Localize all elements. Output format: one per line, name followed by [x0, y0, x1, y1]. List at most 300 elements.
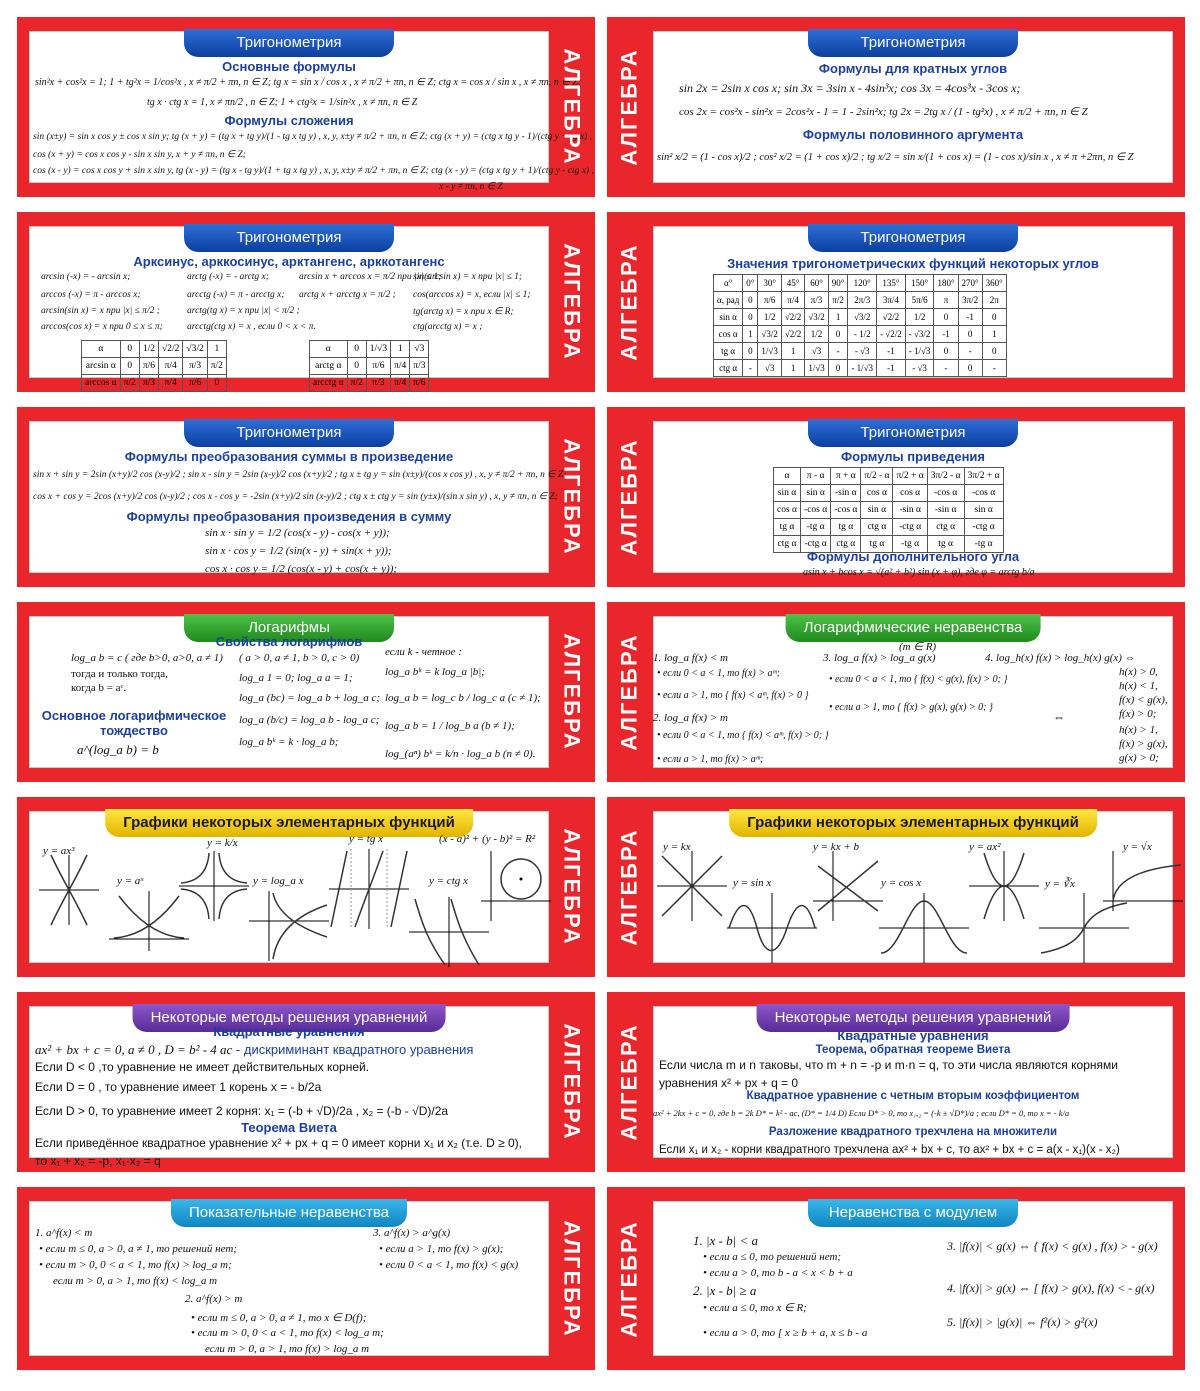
table-cell: 1: [982, 326, 1006, 343]
table-cell: 0: [982, 309, 1006, 326]
table-cell: π/2 - α: [861, 468, 893, 485]
table-cell: -1: [877, 360, 906, 377]
table-cell: - √3/2: [905, 326, 934, 343]
formula-line: • если a > 1, то f(x) > aᵐ;: [657, 754, 764, 765]
side-label: АЛГЕБРА: [560, 1023, 585, 1141]
table-cell: arctg α: [310, 358, 348, 375]
formula-line: g(x) > 0;: [1119, 752, 1159, 764]
formula-line: • если a ≤ 0, то x ∈ R;: [703, 1302, 807, 1314]
table-cell: 1/2: [905, 309, 934, 326]
side-label: АЛГЕБРА: [617, 828, 642, 946]
formula-line: • если a > 1, то { f(x) < aᵐ, f(x) > 0 }: [657, 690, 809, 701]
table-cell: √3/2: [805, 309, 828, 326]
formula-line: 1. |x - b| < a: [693, 1233, 759, 1248]
formula-line: • если 0 < a < 1, то f(x) < g(x): [379, 1259, 519, 1271]
table-cell: -tg α: [801, 519, 831, 536]
table-cell: √3/2: [848, 309, 877, 326]
table-cell: tg α: [774, 519, 801, 536]
table-cell: sin α: [801, 485, 831, 502]
table-cell: -: [982, 360, 1006, 377]
table-row: [82, 375, 227, 392]
table-cell: ctg α: [861, 519, 893, 536]
table-cell: 1: [781, 343, 804, 360]
table-cell: π/4: [781, 292, 804, 309]
side-label: АЛГЕБРА: [617, 633, 642, 751]
table-cell: 150°: [905, 275, 934, 292]
table-cell: π/2: [828, 292, 848, 309]
formula-line: log_a 1 = 0; log_a a = 1;: [239, 672, 353, 684]
table-cell: sin α: [714, 309, 743, 326]
side-label: АЛГЕБРА: [617, 1219, 642, 1338]
formula-cell: arcctg(ctg x) = x , если 0 < x < π.: [187, 322, 316, 332]
card-panel: [653, 1201, 1173, 1356]
side-label: АЛГЕБРА: [560, 1219, 585, 1338]
text-line: Если D = 0 , то уравнение имеет 1 корень x = - b/2a: [35, 1080, 322, 1094]
linear-graph: [657, 851, 727, 921]
table-cell: -ctg α: [893, 519, 927, 536]
table-row: [82, 341, 227, 358]
table-cell: 1/√3: [366, 341, 390, 358]
text-line: Если приведённое квадратное уравнение x² + px + q = 0 имеет корни x₁ и x₂ (т.е. D ≥ 0),: [35, 1136, 523, 1150]
table-cell: π/3: [805, 292, 828, 309]
table-cell: 90°: [828, 275, 848, 292]
card-equations-2: [607, 992, 1185, 1172]
formula-line: ( a > 0, a ≠ 1, b > 0, c > 0): [239, 652, 360, 664]
text-line: Если x₁ и x₂ - корни квадратного трехчлена ax² + bx + c, то ax² + bx + c = a(x - x₁)(x - x₂): [659, 1144, 1120, 1156]
table-cell: 360°: [982, 275, 1006, 292]
table-cell: -1: [934, 326, 958, 343]
formula-cell: arctg x + arcctg x = π/2 ;: [299, 290, 396, 300]
card-tab-title: Логарифмические неравенства: [786, 614, 1041, 642]
sine-graph: [727, 893, 817, 963]
card-equations-1: [17, 992, 595, 1172]
table-cell: 1: [391, 341, 410, 358]
card-tab-title: Тригонометрия: [808, 224, 1018, 252]
table-cell: cos α: [714, 326, 743, 343]
formula-line: log_a bᵏ = k · log_a b;: [239, 736, 339, 748]
table-cell: ctg α: [831, 536, 861, 553]
formula-line: • если m ≤ 0, a > 0, a ≠ 1, то решений нет;: [39, 1243, 237, 1255]
formula-line: • если 0 < a < 1, то { f(x) < aᵐ, f(x) > 0; }: [657, 730, 829, 741]
table-cell: π/6: [139, 358, 158, 375]
table-cell: 2π/3: [848, 292, 877, 309]
formula-line: sin 2x = 2sin x cos x; sin 3x = 3sin x - 4sin³x; cos 3x = 4cos³x - 3cos x;: [679, 81, 1021, 95]
table-cell: arccos α: [82, 375, 121, 392]
table-cell: -tg α: [893, 536, 927, 553]
formula-line: если m > 0, a > 1, то f(x) < log_a m: [53, 1275, 218, 1287]
formula-cell: ctg(arcctg x) = x ;: [413, 322, 483, 332]
formula-line: h(x) > 0,: [1119, 666, 1158, 678]
formula-line: 4. |f(x)| > g(x) ⇔ [ f(x) > g(x), f(x) < - g(x): [947, 1281, 1155, 1295]
table-cell: -: [958, 343, 982, 360]
card-tab-title: Графики некоторых элементарных функций: [105, 809, 473, 837]
side-label: АЛГЕБРА: [617, 243, 642, 361]
table-cell: √2/2: [877, 309, 906, 326]
tangent-graph: [329, 849, 409, 929]
table-cell: 5π/6: [905, 292, 934, 309]
table-cell: 0: [743, 292, 758, 309]
formula-line: • если a > 0, то [ x ≥ b + a, x ≤ b - a: [703, 1327, 868, 1339]
formula-line: sin x · sin y = 1/2 (cos(x - y) - cos(x + y));: [205, 527, 390, 539]
table-cell: -ctg α: [964, 519, 1003, 536]
table-row: [774, 485, 1004, 502]
table-cell: α: [82, 341, 121, 358]
table-cell: arcctg α: [310, 375, 348, 392]
formula-line: cos 2x = cos²x - sin²x = 2cos²x - 1 = 1 - 2sin²x; tg 2x = 2tg x / (1 - tg²x) , x ≠ π/2 + πn, n ∈ Z: [679, 106, 1088, 118]
table-cell: 45°: [781, 275, 804, 292]
card-tab-title: Некоторые методы решения уравнений: [133, 1004, 446, 1032]
table-cell: 0: [743, 309, 758, 326]
formula-line: f(x) > g(x),: [1119, 738, 1168, 750]
graph-label: y = ax³: [43, 845, 75, 857]
table-cell: cos α: [893, 485, 927, 502]
table-cell: √2/2: [781, 326, 804, 343]
card-tab-title: Тригонометрия: [184, 29, 394, 57]
section-heading: Теорема, обратная теореме Виета: [815, 1044, 1011, 1056]
table-cell: 1/2: [758, 309, 781, 326]
table-cell: ctg α: [927, 519, 964, 536]
table-cell: π/4: [391, 375, 410, 392]
formula-line: cos x · cos y = 1/2 (cos(x - y) + cos(x + y));: [205, 563, 398, 575]
card-panel: [653, 31, 1173, 183]
table-cell: √2/2: [159, 341, 183, 358]
table-cell: 60°: [805, 275, 828, 292]
formula-line: sin² x/2 = (1 - cos x)/2 ; cos² x/2 = (1 + cos x)/2 ; tg x/2 = sin x/(1 + cos x) = (1 - cos x)/sin x , x ≠ π +2πn, n ∈ Z: [657, 152, 1134, 163]
formula-line: h(x) > 1,: [1119, 724, 1158, 736]
card-panel: [653, 421, 1173, 578]
card-tab-title: Некоторые методы решения уравнений: [757, 1004, 1070, 1032]
table-cell: 1: [743, 326, 758, 343]
card-modulus-inequalities: [607, 1187, 1185, 1370]
table-cell: π: [934, 292, 958, 309]
formula-line: 2. |x - b| ≥ a: [693, 1283, 757, 1298]
parabola-graph: [969, 851, 1039, 921]
formula-line: sin²x + cos²x = 1; 1 + tg²x = 1/cos²x , x ≠ π/2 + πn, n ∈ Z; tg x = sin x / cos x , x ≠ π/2 + πn, n ∈ Z; ctg x = cos x / sin x , x ≠ πn, n ∈ Z;: [35, 77, 582, 88]
card-graphs-1: [17, 797, 595, 977]
table-cell: ctg α: [774, 536, 801, 553]
formula-line: если m > 0, a > 1, то f(x) > log_a m: [205, 1343, 370, 1355]
table-cell: sin α: [964, 502, 1003, 519]
table-cell: √3: [805, 343, 828, 360]
table-cell: - √3: [848, 343, 877, 360]
table-cell: π + α: [831, 468, 861, 485]
text-line: тогда и только тогда,: [71, 668, 168, 680]
graph-label: y = kx: [663, 841, 691, 853]
table-cell: π/6: [758, 292, 781, 309]
graph-label: y = tg x: [349, 833, 383, 845]
table-cell: -1: [958, 309, 982, 326]
card-logarithms: [17, 602, 595, 782]
table-row: [82, 358, 227, 375]
formula-cell: cos(arccos x) = x, если |x| ≤ 1;: [413, 290, 531, 300]
table-cell: 30°: [758, 275, 781, 292]
formula-line: sin x · cos y = 1/2 (sin(x - y) + sin(x + y));: [205, 545, 392, 557]
formula-line: • если m ≤ 0, a > 0, a ≠ 1, то x ∈ D(f);: [191, 1312, 367, 1324]
card-panel: [653, 1006, 1173, 1158]
formula-line: log_a b = 1 / log_b a (b ≠ 1);: [385, 720, 515, 732]
card-log-inequalities: [607, 602, 1185, 782]
card-panel: [29, 1201, 549, 1356]
formula-line: • если a > 1, то { f(x) > g(x), g(x) > 0; }: [829, 702, 993, 713]
table-cell: ctg α: [714, 360, 743, 377]
table-cell: 0: [934, 309, 958, 326]
table-cell: 0: [828, 326, 848, 343]
formula-line: log_a b = log_c b / log_c a (c ≠ 1);: [385, 692, 541, 704]
table-cell: -ctg α: [801, 536, 831, 553]
formula-cell: arctg(tg x) = x при |x| < π/2 ;: [187, 306, 300, 316]
formula-line: (m ∈ R): [899, 641, 937, 653]
graph-label: y = ctg x: [429, 875, 468, 887]
section-heading: Разложение квадратного трехчлена на множители: [768, 1126, 1058, 1138]
table-cell: 2π: [982, 292, 1006, 309]
side-label: АЛГЕБРА: [560, 633, 585, 751]
table-cell: 0°: [743, 275, 758, 292]
table-cell: π/2: [207, 358, 226, 375]
card-panel: [653, 811, 1173, 963]
graph-label: y = √x: [1123, 841, 1152, 853]
table-row: [310, 375, 429, 392]
discriminant-caption: - дискриминант квадратного уравнения: [232, 1042, 474, 1057]
section-heading: Свойства логарифмов: [215, 634, 363, 649]
table-cell: π/6: [366, 358, 390, 375]
table-cell: 0: [958, 360, 982, 377]
card-tab-title: Неравенства с модулем: [808, 1199, 1018, 1227]
side-label: АЛГЕБРА: [617, 48, 642, 166]
table-cell: 3π/2 + α: [964, 468, 1003, 485]
table-cell: -sin α: [893, 502, 927, 519]
formula-line: • если a > 1, то f(x) > g(x);: [379, 1243, 504, 1255]
table-cell: - 1/√3: [848, 360, 877, 377]
table-cell: √2/2: [781, 309, 804, 326]
formula-line: • если m > 0, 0 < a < 1, то f(x) < log_a m;: [191, 1327, 384, 1339]
side-label: АЛГЕБРА: [617, 1023, 642, 1141]
table-cell: sin α: [861, 502, 893, 519]
table-cell: -: [828, 343, 848, 360]
table-row: [310, 341, 429, 358]
table-cell: 1: [207, 341, 226, 358]
formula-line: f(x) > 0;: [1119, 708, 1157, 720]
table-cell: cos α: [774, 502, 801, 519]
formula-line: 1. log_a f(x) < m: [653, 652, 728, 664]
card-panel: [29, 226, 549, 388]
table-cell: 1/√3: [758, 343, 781, 360]
table-cell: - 1/√3: [905, 343, 934, 360]
equivalence-sign: ⇔: [1053, 710, 1065, 724]
formula-line: 3. |f(x)| < g(x) ⇔ { f(x) < g(x) , f(x) > - g(x): [947, 1239, 1158, 1253]
formula-line: cos (x - y) = cos x cos y + sin x sin y, tg (x - y) = (tg x - tg y)/(1 + tg x tg y) , x, y, x±y ≠ π/2 + πn, n ∈ Z; ctg (x - y) = (ctg x tg y + 1)/(ctg y - ctg x) ,: [33, 166, 594, 176]
formula-line: • если 0 < a < 1, то f(x) > aᵐ;: [657, 668, 780, 679]
section-heading: Арксинус, арккосинус, арктангенс, арккотангенс: [133, 254, 445, 269]
hyperbola-graph: [179, 851, 249, 921]
graph-label: y = ∛x: [1045, 878, 1075, 890]
formula-cell: arccos (-x) = π - arccos x;: [41, 290, 141, 300]
text-line: когда b = aᶜ.: [71, 682, 127, 694]
table-cell: π/2 + α: [893, 468, 927, 485]
table-row: [774, 502, 1004, 519]
formula-cell: arctg (-x) = - arctg x;: [187, 272, 269, 282]
table-cell: tg α: [861, 536, 893, 553]
table-cell: 0: [743, 343, 758, 360]
formula-cell: sin(arcsin x) = x при |x| ≤ 1;: [413, 272, 523, 282]
formula-line: [35, 1042, 473, 1058]
table-cell: 1/√3: [805, 360, 828, 377]
table-cell: 1/2: [805, 326, 828, 343]
formula-line: log_a b = c ( где b>0, a>0, a ≠ 1): [71, 652, 223, 664]
formula-line: 5. |f(x)| > |g(x)| ⇔ f²(x) > g²(x): [947, 1315, 1098, 1329]
reduction-table: [773, 467, 1004, 553]
section-heading: Формулы сложения: [224, 113, 354, 128]
side-label: АЛГЕБРА: [560, 438, 585, 556]
section-heading: Квадратное уравнение с четным вторым коэффициентом: [746, 1090, 1080, 1102]
table-cell: π/3: [139, 375, 158, 392]
table-cell: -sin α: [927, 502, 964, 519]
section-heading: Значения тригонометрических функций некоторых углов: [727, 256, 1099, 271]
section-heading: Формулы преобразования произведения в сумму: [126, 509, 452, 524]
formula-line: sin x + sin y = 2sin (x+y)/2 cos (x-y)/2 ; sin x - sin y = 2sin (x-y)/2 cos (x+y)/2 ; tg x ± tg y = sin (x±y)/(cos x cos y) , x, y ≠ π/2 + πn, n ∈ Z;: [33, 470, 567, 480]
formula-line: 2. log_a f(x) > m: [653, 712, 728, 724]
formula-line: a^(log_a b) = b: [77, 742, 159, 757]
table-cell: √3: [758, 360, 781, 377]
linear-offset-graph: [813, 851, 883, 921]
arctg-table: [309, 340, 429, 392]
card-panel: [29, 616, 549, 768]
formula-line: 3. a^f(x) > a^g(x): [373, 1227, 451, 1239]
square-root-graph: [1103, 851, 1183, 911]
table-cell: 1/2: [139, 341, 158, 358]
table-cell: 0: [207, 375, 226, 392]
table-cell: tg α: [714, 343, 743, 360]
table-cell: -tg α: [964, 536, 1003, 553]
card-panel: [653, 226, 1173, 378]
table-cell: 0: [347, 358, 366, 375]
card-tab-title: Логарифмы: [184, 614, 394, 642]
table-cell: tg α: [927, 536, 964, 553]
card-tab-title: Тригонометрия: [808, 419, 1018, 447]
formula-cell: arcsin(sin x) = x при |x| ≤ π/2 ;: [41, 306, 160, 316]
table-cell: tg α: [831, 519, 861, 536]
table-cell: π - α: [801, 468, 831, 485]
table-cell: √3/2: [758, 326, 781, 343]
table-cell: -cos α: [927, 485, 964, 502]
card-panel: [29, 421, 567, 575]
section-heading: Основное логарифмическое тождество: [41, 708, 227, 738]
cosine-graph: [879, 893, 969, 963]
section-heading: Формулы дополнительного угла: [806, 549, 1020, 564]
formula-line: • если a ≤ 0, то решений нет;: [703, 1251, 842, 1263]
table-cell: -: [934, 360, 958, 377]
table-cell: π/2: [347, 375, 366, 392]
table-row: [714, 343, 1007, 360]
table-cell: 0: [934, 343, 958, 360]
formula-line: 3. log_a f(x) > log_a g(x): [823, 652, 936, 664]
table-row: [774, 519, 1004, 536]
table-cell: -sin α: [831, 485, 861, 502]
table-cell: - √3: [905, 360, 934, 377]
card-trig-values: [607, 212, 1185, 392]
table-cell: 1: [781, 360, 804, 377]
formula-line: h(x) < 1,: [1119, 680, 1158, 692]
table-cell: 3π/2 - α: [927, 468, 964, 485]
formula-line: f(x) < g(x),: [1119, 694, 1168, 706]
formula-cell: arcctg (-x) = π - arcctg x;: [187, 290, 285, 300]
card-trig-multiple: [607, 17, 1185, 197]
formula-line: log_(aⁿ) bᵏ = k/n · log_a b (n ≠ 0).: [385, 748, 536, 760]
arcsin-table: [81, 340, 227, 392]
table-cell: - √2/2: [877, 326, 906, 343]
card-tab-title: Тригонометрия: [184, 224, 394, 252]
formula-line: 4. log_h(x) f(x) > log_h(x) g(x) ⇔: [985, 652, 1136, 664]
formula-line: cos (x + y) = cos x cos y - sin x sin y, x + y ≠ πn, n ∈ Z;: [33, 150, 246, 160]
table-cell: π/4: [391, 358, 410, 375]
section-heading: Формулы половинного аргумента: [802, 127, 1024, 142]
table-cell: 0: [958, 326, 982, 343]
table-row: [310, 358, 429, 375]
table-cell: 3π/4: [877, 292, 906, 309]
card-tab-title: Тригонометрия: [184, 419, 394, 447]
table-cell: π/6: [183, 375, 207, 392]
section-heading: Квадратные уравнения: [213, 1024, 365, 1039]
table-cell: -cos α: [801, 502, 831, 519]
table-cell: 120°: [848, 275, 877, 292]
table-cell: π/4: [159, 375, 183, 392]
section-heading: Основные формулы: [222, 59, 356, 74]
card-panel: [29, 1006, 549, 1168]
text-line: уравнения x² + px + q = 0: [659, 1076, 799, 1090]
card-graphs-2: [607, 797, 1185, 977]
graph-label: y = k/x: [207, 837, 238, 849]
formula-line: tg x · ctg x = 1, x ≠ πn/2 , n ∈ Z; 1 + ctg²x = 1/sin²x , x ≠ πn, n ∈ Z: [147, 97, 418, 108]
formula-line: cos x + cos y = 2cos (x+y)/2 cos (x-y)/2 ; cos x - cos y = -2sin (x+y)/2 sin (x-y)/2 ; ctg x ± ctg y = sin (y±x)/(sin x sin y) , x, y ≠ πn, n ∈ Z;: [33, 492, 558, 502]
formula-line: • если a > 0, то b - a < x < b + a: [703, 1267, 853, 1279]
table-row: [714, 309, 1007, 326]
section-heading: Формулы для кратных углов: [818, 61, 1008, 76]
card-panel: [653, 616, 1173, 768]
formula-line: ax² + 2kx + c = 0, где b = 2k D* = k² - ac, (D* = 1/4 D) Если D* > 0, то x₁,₂ = (-k ± √D*)/a ; если D* = 0, то x = - k/a: [653, 1108, 1070, 1118]
side-label: АЛГЕБРА: [617, 438, 642, 556]
table-cell: -: [743, 360, 758, 377]
formula-line: если k - четное :: [385, 646, 462, 658]
formula-line: • если m > 0, 0 < a < 1, то f(x) > log_a m;: [39, 1259, 232, 1271]
table-cell: α: [774, 468, 801, 485]
formula-cell: tg(arctg x) = x при x ∈ R;: [413, 307, 514, 317]
table-cell: √3: [410, 341, 429, 358]
card-trig-basic: [17, 17, 595, 197]
graph-label: y = ax²: [969, 841, 1001, 853]
circle-graph: [481, 851, 551, 921]
table-cell: -cos α: [831, 502, 861, 519]
section-heading: Квадратные уравнения: [837, 1028, 989, 1043]
quadratic-equation: ax² + bx + c = 0, a ≠ 0 , D = b² - 4 ac: [35, 1042, 233, 1057]
section-heading: Формулы приведения: [840, 449, 986, 464]
graph-label: y = cos x: [881, 877, 922, 889]
formula-line: x - y ≠ πn, n ∈ Z: [439, 182, 503, 192]
table-row: [714, 360, 1007, 377]
logarithm-graph: [249, 891, 329, 961]
table-cell: α: [310, 341, 348, 358]
table-cell: 180°: [934, 275, 958, 292]
formula-cell: arcsin x + arccos x = π/2 при |x| ≤ 1;: [299, 272, 442, 282]
formula-line: 2. a^f(x) > m: [185, 1293, 243, 1305]
card-exp-inequalities: [17, 1187, 595, 1370]
cubic-graph: [39, 855, 99, 925]
section-heading: Теорема Виета: [241, 1120, 337, 1135]
table-cell: cos α: [861, 485, 893, 502]
graph-label: y = sin x: [733, 877, 772, 889]
table-cell: 270°: [958, 275, 982, 292]
table-cell: π/6: [410, 375, 429, 392]
formula-line: log_a (b/c) = log_a b - log_a c;: [239, 714, 380, 726]
table-cell: π/3: [366, 375, 390, 392]
